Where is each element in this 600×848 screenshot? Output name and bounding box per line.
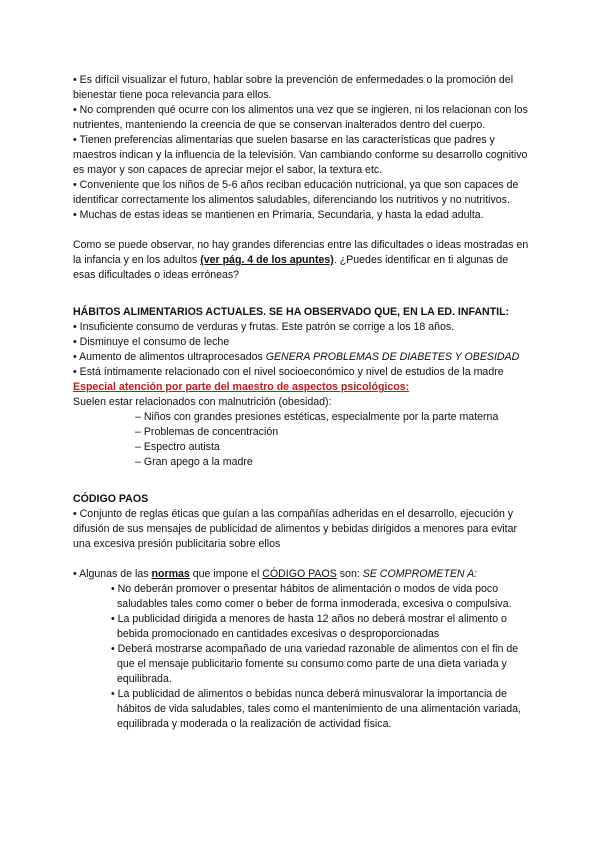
intro-bullet-2: • No comprenden qué ocurre con los alimentos una vez que se ingieren, ni los relacionan con los nutrientes, manteniendo la creencia de que se conservan inalterados dentro del cuerpo. — [73, 104, 528, 131]
paos-norms-list — [73, 582, 530, 732]
list-item: – Niños con grandes presiones estéticas, especialmente por la parte materna — [135, 410, 530, 425]
list-item: • No deberán promover o presentar hábitos de alimentación o modos de vida poco saludables tales como comer o beber de forma inmoderada, excesiva o compulsiva. — [111, 582, 530, 612]
norms-word: normas — [151, 568, 190, 580]
norms-commit: SE COMPROMETEN A: — [362, 568, 478, 580]
intro-bullet-1: • Es difícil visualizar el futuro, hablar sobre la prevención de enfermedades o la promoción del bienestar tiene poca relevancia para ellos. — [73, 74, 514, 101]
list-item: – Espectro autista — [135, 440, 530, 455]
intro-bullet-3: • Tienen preferencias alimentarias que suelen basarse en las características que padres y maestros indican y la influencia de la televisión. Van cambiando conforme su desarrollo cognitivo es mayor y son capaces de apreciar mejor el sabor, la textura etc. — [73, 134, 528, 176]
list-item: – Problemas de concentración — [135, 425, 530, 440]
list-item: • La publicidad de alimentos o bebidas nunca deberá minusvalorar la importancia de hábitos de vida saludables, tales como el mantenimiento de una alimentación variada, equilibrada y moderada o la realización de actividad física. — [111, 687, 530, 732]
list-item: • La publicidad dirigida a menores de hasta 12 años no deberá mostrar el alimento o bebida promocionado en cantidades excesivas o desproporcionadas — [111, 612, 530, 642]
psychological-aspects-list — [73, 410, 530, 470]
paos-code-link[interactable]: CÓDIGO PAOS — [262, 568, 337, 580]
list-item: • Deberá mostrarse acompañado de una variedad razonable de alimentos con el fin de que el mensaje publicitario fomente su consumo como parte de una dieta variada y equilibrada. — [111, 642, 530, 687]
habitos-item-3 — [73, 350, 530, 365]
observation-text-after: . ¿Puedes identificar en ti algunas de esas dificultades o ideas erróneas? — [73, 254, 509, 281]
habitos-item-3-text: • Aumento de alimentos ultraprocesados — [73, 351, 266, 363]
paos-definition: • Conjunto de reglas éticas que guían a las compañías adheridas en el desarrollo, ejecución y difusión de sus mensajes de publicidad de alimentos y bebidas dirigidos a menores para evitar una excesiva presión publicitaria sobre ellos — [73, 508, 518, 550]
apuntes-reference-link[interactable]: (ver pág. 4 de los apuntes) — [200, 254, 334, 266]
observation-text-before: Como se puede observar, no hay grandes diferencias entre las dificultades o ideas mostradas en la infancia y en los adultos — [73, 239, 529, 266]
norms-suffix: son: — [336, 568, 363, 580]
intro-bullet-5: • Muchas de estas ideas se mantienen en Primaria, Secundaria, y hasta la edad adulta. — [73, 209, 484, 221]
norms-mid: que impone el — [189, 568, 263, 580]
special-attention-heading: Especial atención por parte del maestro de aspectos psicológicos: — [73, 381, 410, 393]
intro-bullet-4: • Conveniente que los niños de 5-6 años reciban educación nutricional, ya que son capaces de identificar correctamente los alimentos saludables, diferenciando los nutritivos y no nutritivos. — [73, 179, 519, 206]
paos-heading: CÓDIGO PAOS — [73, 493, 149, 505]
habitos-item-3-note: GENERA PROBLEMAS DE DIABETES Y OBESIDAD — [265, 351, 520, 363]
habitos-item-1: • Insuficiente consumo de verduras y frutas. Este patrón se corrige a los 18 años. — [73, 321, 455, 333]
paos-norms-intro — [73, 567, 530, 582]
related-text: Suelen estar relacionados con malnutrición (obesidad): — [73, 396, 332, 408]
habitos-item-2: • Disminuye el consumo de leche — [73, 336, 230, 348]
habitos-item-4: • Está íntimamente relacionado con el nivel socioeconómico y nivel de estudios de la madre — [73, 366, 504, 378]
norms-prefix: • Algunas de las — [73, 568, 152, 580]
observation-paragraph — [73, 238, 530, 283]
habitos-heading: HÁBITOS ALIMENTARIOS ACTUALES. SE HA OBSERVADO QUE, EN LA ED. INFANTIL: — [73, 306, 510, 318]
list-item: – Gran apego a la madre — [135, 455, 530, 470]
